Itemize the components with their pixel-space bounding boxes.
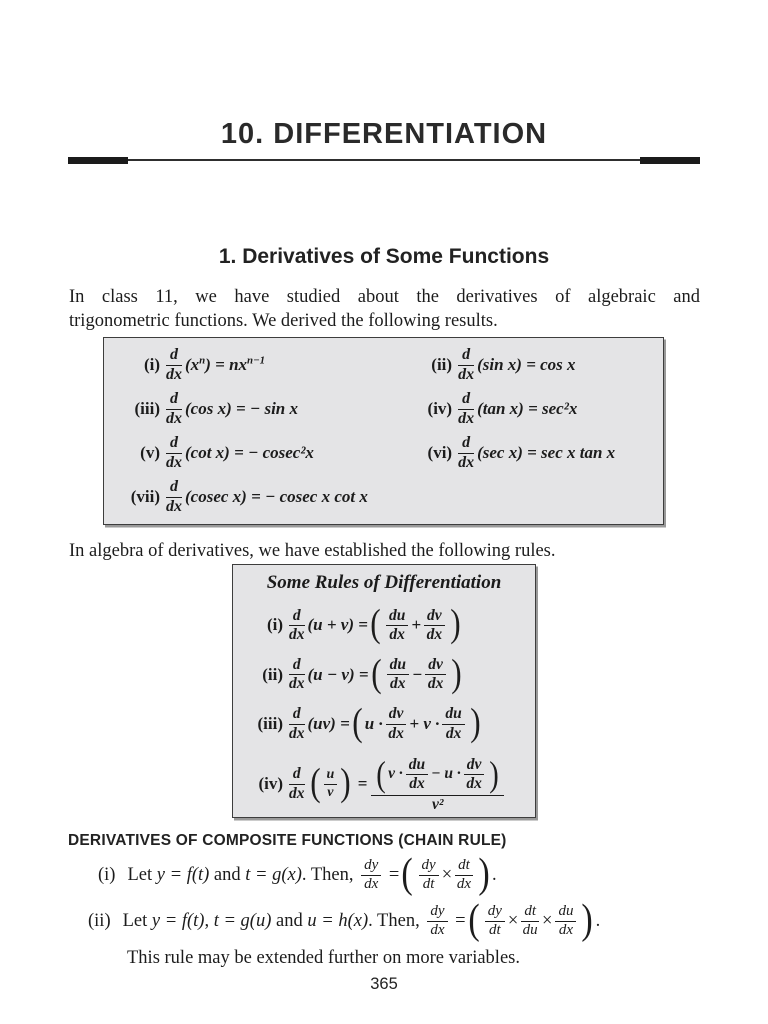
math-inline: u = h(x): [307, 910, 369, 931]
d-dx-fraction: [458, 347, 474, 384]
quotient-numerator: ( v · $\frac{du}{dx}$ − u · $\frac{dv}{dx}$ ): [371, 756, 504, 796]
du-dx-fraction: [387, 657, 409, 693]
rule-arg: (u − v): [307, 664, 355, 684]
intro-line-2: trigonometric functions. We derived the following results.: [69, 310, 498, 331]
fraction-denominator: dx: [558, 921, 574, 938]
du-dx-fraction: [442, 706, 464, 742]
fraction-denominator: dx: [166, 409, 182, 427]
fraction-denominator: dx: [389, 625, 405, 643]
fraction-denominator: dx: [166, 453, 182, 471]
dy-dt-fraction: [419, 858, 439, 893]
period: .: [595, 910, 601, 931]
item-label: (ii): [88, 910, 111, 931]
fraction-numerator: u: [324, 768, 338, 785]
math-inline: y = f(t): [156, 864, 210, 885]
fraction-numerator: dy: [361, 858, 381, 876]
chain-rule-heading: DERIVATIVES OF COMPOSITE FUNCTIONS (CHAIN RULE): [68, 832, 507, 849]
title-rule: [68, 156, 700, 164]
d-dx-fraction: [166, 479, 182, 516]
intro-paragraph: [69, 286, 700, 333]
fraction-numerator: d: [289, 766, 305, 784]
times-sign: ×: [507, 910, 519, 931]
fraction-numerator: d: [166, 435, 182, 454]
equals-sign: =: [358, 664, 369, 684]
dv-dx-fraction: [386, 706, 407, 742]
fraction-denominator: dx: [458, 365, 475, 383]
du-dx-fraction: [386, 608, 408, 644]
fraction-numerator: dv: [424, 608, 445, 626]
fraction-denominator: v: [327, 784, 334, 800]
dv-dx-fraction: [425, 657, 446, 693]
fraction-denominator: dx: [458, 409, 475, 427]
term-prefix: v ·: [388, 765, 403, 783]
dv-dx-fraction: [464, 757, 485, 793]
chain-item-2: (ii) Let y = f(t) , t = g(u) and u = h(x) . Then, $\frac{dy}{dx}$ = ( $\frac{dy}{dt}$ × $\frac{dt}{du}$ × $\frac{du}{dx}$ ) .: [88, 896, 601, 944]
fraction-denominator: dx: [466, 775, 482, 793]
fraction-numerator: d: [289, 706, 305, 724]
formula-label: (iii): [134, 399, 160, 418]
fraction-numerator: du: [387, 657, 409, 675]
fraction-denominator: dt: [422, 875, 435, 892]
fraction-numerator: d: [166, 347, 182, 366]
fraction-denominator: dx: [388, 724, 404, 742]
fraction-numerator: dt: [455, 858, 473, 876]
math-inline: t = g(u): [213, 910, 272, 931]
fraction-denominator: dx: [289, 625, 305, 643]
superscript: n: [199, 354, 206, 367]
fraction-denominator: dx: [427, 675, 444, 693]
formula-v: [112, 435, 416, 472]
chain-note: This rule may be extended further on more variables.: [127, 948, 520, 968]
times-sign: ×: [542, 910, 553, 931]
fraction-denominator: dx: [289, 784, 305, 802]
page-number: 365: [370, 975, 398, 993]
formula-vi: [416, 435, 655, 472]
equals-sign: =: [357, 774, 368, 794]
fraction-denominator: dx: [445, 724, 462, 742]
d-dx-fraction: [166, 347, 182, 384]
derivatives-row-1: [112, 347, 655, 384]
rule-arg: (u + v): [307, 615, 355, 635]
chain-item-1: (i) Let y = f(t) and t = g(x) . Then, $\frac{dy}{dx}$ = ( $\frac{dy}{dt}$ × $\frac{dt}{dx}$ ) .: [98, 850, 497, 898]
text: Let: [127, 864, 157, 885]
times-sign: ×: [441, 864, 453, 885]
formula-body: (cosec x) = − cosec x cot x: [185, 487, 368, 506]
derivatives-box: [103, 337, 664, 525]
text: and: [271, 910, 308, 931]
derivatives-row-2: [112, 391, 655, 428]
formula-body: (cot x) = − cosec²x: [185, 443, 314, 462]
fraction-numerator: d: [166, 479, 182, 498]
fraction-numerator: dt: [521, 904, 539, 922]
text: . Then,: [301, 864, 359, 885]
formula-vii: [112, 479, 368, 516]
intro-line-1: In class 11, we have studied about the derivatives of algebraic and: [69, 287, 700, 307]
formula-label: (i): [143, 355, 160, 374]
formula-i: [112, 347, 416, 384]
fraction-numerator: du: [442, 706, 464, 724]
term-prefix: u ·: [364, 714, 383, 734]
formula-label: (v): [140, 443, 160, 462]
fraction-numerator: d: [458, 391, 474, 410]
rule-arg: (uv): [307, 714, 336, 734]
rule-label: (ii): [262, 664, 283, 684]
fraction-numerator: dv: [425, 657, 446, 675]
fraction-denominator: dx: [364, 875, 379, 892]
fraction-numerator: dv: [386, 706, 407, 724]
operator: −: [411, 664, 423, 684]
rule-iii: (iii) $\frac{d}{dx}$ (uv) = ( u · $\frac{dv}{dx}$ + v · $\frac{du}{dx}$ ): [239, 706, 529, 742]
rule-right-cap: [640, 157, 700, 164]
rule-label: (iii): [257, 714, 283, 734]
formula-body: (cos x) = − sin x: [185, 399, 299, 418]
fraction-numerator: dv: [464, 757, 485, 775]
fraction-denominator: dx: [166, 365, 182, 383]
fraction-numerator: d: [458, 347, 474, 366]
dy-dx-fraction: [361, 858, 381, 893]
operator: − u ·: [431, 765, 461, 783]
fraction-denominator: du: [522, 921, 538, 938]
derivatives-row-3: [112, 435, 655, 472]
d-dx-fraction: [166, 435, 182, 472]
fraction-numerator: d: [166, 391, 182, 410]
formula-ii: [416, 347, 655, 384]
rules-box: [232, 564, 536, 818]
operator: +: [411, 615, 422, 635]
d-dx-fraction: [458, 391, 474, 428]
rule-iv: (iv) $\frac{d}{dx}$ ( $\frac{u}{v}$ ) = ( v · $\frac{du}{dx}$ − u · $\frac{dv}{dx}$ ) v²: [239, 756, 529, 813]
fraction-numerator: du: [555, 904, 576, 922]
fraction-denominator: dx: [289, 724, 305, 742]
superscript: n−1: [247, 354, 266, 367]
formula-body: [185, 355, 265, 375]
formula-label: (ii): [431, 355, 453, 374]
text: Let: [122, 910, 152, 931]
text: . Then,: [368, 910, 425, 931]
algebra-line: In algebra of derivatives, we have established the following rules.: [69, 541, 556, 561]
dt-du-fraction: [521, 904, 539, 939]
dt-dx-fraction: [455, 858, 473, 893]
u-v-fraction: [324, 768, 338, 801]
formula-part: (x: [185, 355, 200, 374]
du-dx-fraction: [406, 757, 428, 793]
rule-left-cap: [68, 157, 128, 164]
fraction-numerator: du: [406, 757, 428, 775]
math-inline: t = g(x): [245, 864, 302, 885]
d-dx-fraction: [458, 435, 474, 472]
text: and: [209, 864, 246, 885]
fraction-numerator: d: [289, 657, 305, 675]
section-heading: 1. Derivatives of Some Functions: [218, 245, 550, 268]
quotient-fraction: [371, 753, 504, 813]
fraction-denominator: dx: [166, 497, 182, 515]
fraction-numerator: du: [386, 608, 408, 626]
item-label: (i): [98, 864, 116, 885]
rules-box-title: Some Rules of Differentiation: [266, 572, 502, 593]
rule-i: (i) $\frac{d}{dx}$ (u + v) = ( $\frac{du}{dx}$ + $\frac{dv}{dx}$ ): [239, 608, 529, 644]
operator: + v ·: [409, 714, 440, 734]
d-dx-fraction: [289, 657, 305, 693]
fraction-numerator: dy: [419, 858, 439, 876]
formula-body: (sin x) = cos x: [477, 355, 576, 374]
derivatives-row-4: [112, 479, 655, 516]
fraction-denominator: dx: [458, 453, 475, 471]
formula-iii: [112, 391, 416, 428]
fraction-denominator: dx: [456, 875, 472, 892]
formula-part: ) = nx: [205, 355, 248, 374]
equals-sign: =: [358, 615, 368, 635]
d-dx-fraction: [289, 608, 305, 644]
fraction-denominator: dt: [488, 921, 501, 938]
quotient-denominator: v²: [432, 795, 444, 813]
equals-sign: =: [388, 864, 400, 885]
formula-iv: [416, 391, 655, 428]
d-dx-fraction: [166, 391, 182, 428]
fraction-numerator: d: [458, 435, 474, 454]
formula-body: (sec x) = sec x tan x: [477, 443, 616, 462]
formula-label: (vii): [130, 487, 160, 506]
d-dx-fraction: [289, 706, 305, 742]
formula-body: (tan x) = sec²x: [477, 399, 578, 418]
equals-sign: =: [340, 714, 350, 734]
dy-dx-fraction: [427, 904, 447, 939]
rule-line: [128, 159, 640, 161]
equals-sign: =: [455, 910, 466, 931]
period: .: [491, 864, 497, 885]
fraction-denominator: dx: [426, 625, 443, 643]
fraction-denominator: dx: [390, 675, 406, 693]
rule-ii: (ii) $\frac{d}{dx}$ (u − v) = ( $\frac{du}{dx}$ − $\frac{dv}{dx}$ ): [239, 657, 529, 693]
du-dx-fraction: [555, 904, 576, 939]
rule-label: (i): [266, 615, 283, 635]
d-dx-fraction: [289, 766, 305, 802]
fraction-denominator: dx: [409, 775, 425, 793]
fraction-denominator: dx: [289, 675, 305, 693]
formula-label: (iv): [427, 399, 453, 418]
fraction-denominator: dx: [430, 921, 445, 938]
rule-label: (iv): [258, 774, 283, 794]
text: ,: [204, 910, 214, 931]
formula-label: (vi): [427, 443, 453, 462]
dy-dt-fraction: [485, 904, 505, 939]
fraction-numerator: dy: [485, 904, 505, 922]
fraction-numerator: d: [289, 608, 305, 626]
math-inline: y = f(t): [151, 910, 205, 931]
dv-dx-fraction: [424, 608, 445, 644]
fraction-numerator: dy: [427, 904, 447, 922]
chapter-title: 10. DIFFERENTIATION: [220, 118, 548, 150]
